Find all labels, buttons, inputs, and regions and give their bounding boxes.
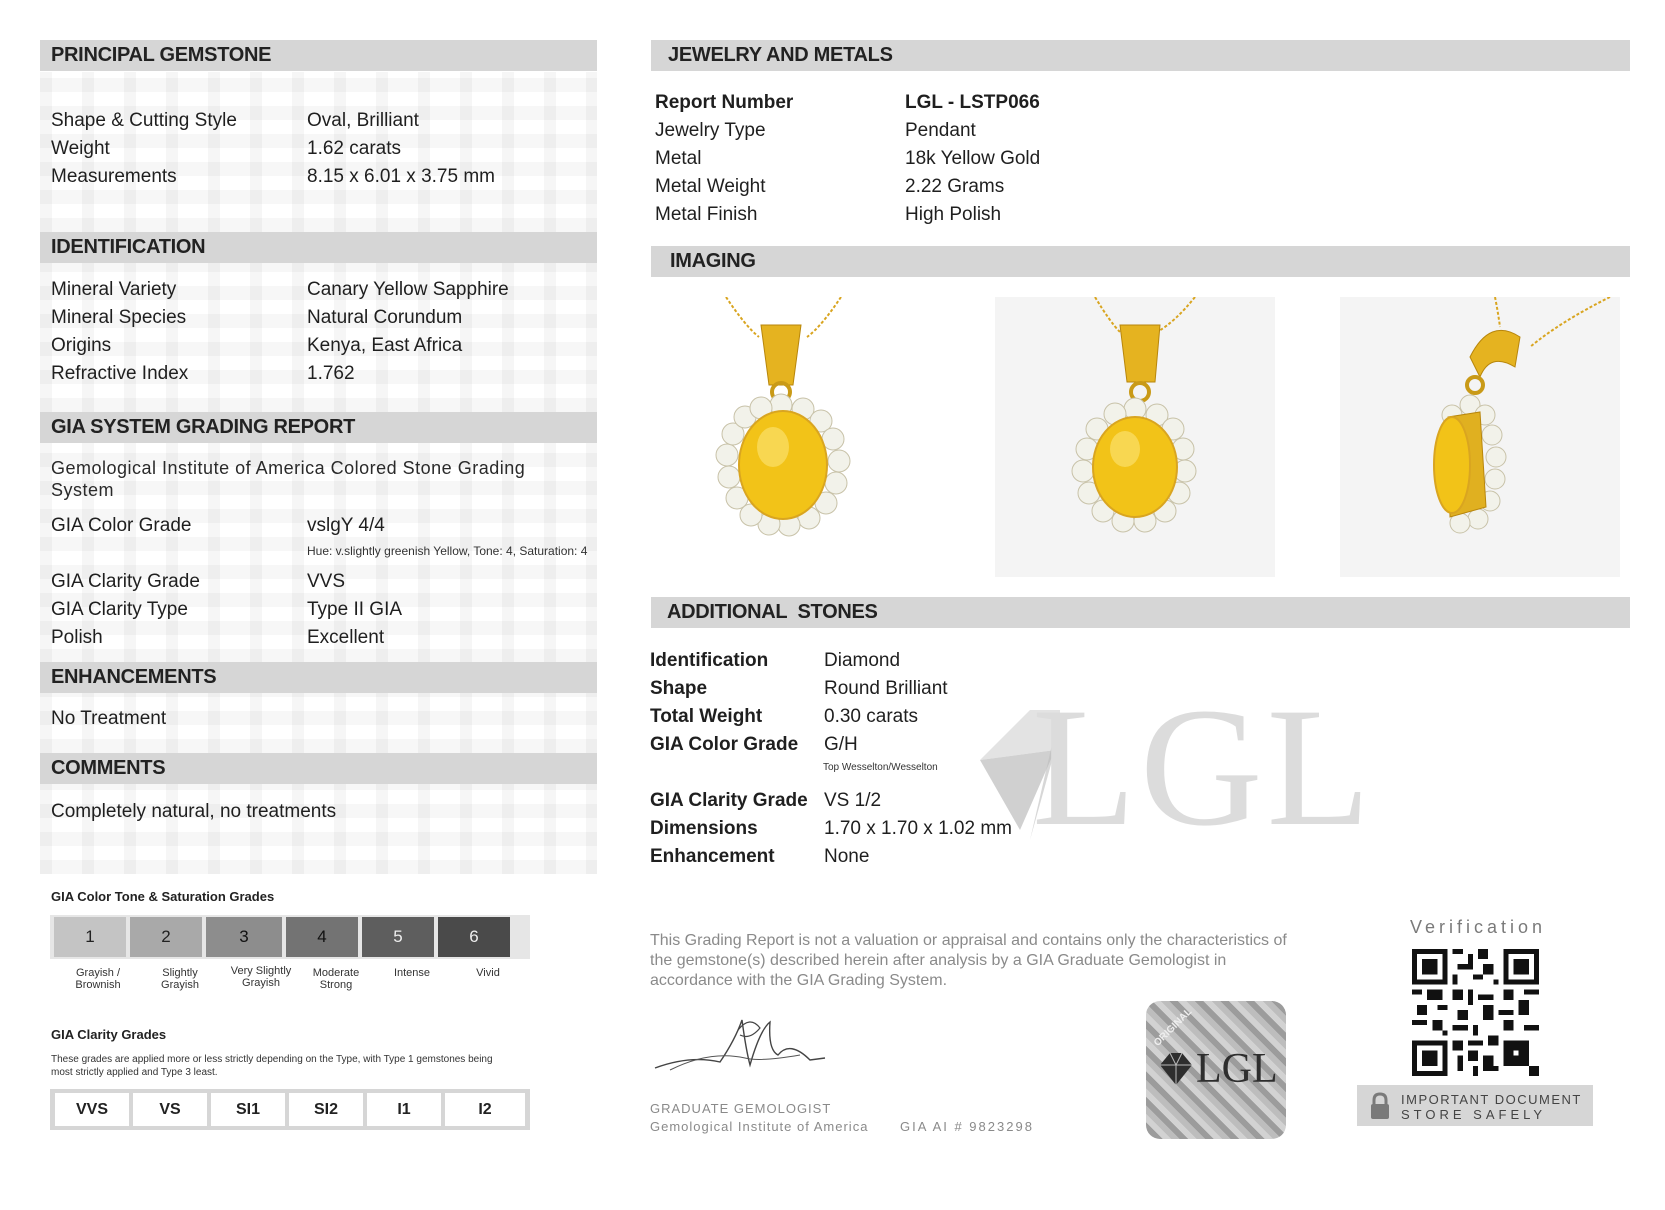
principal-gemstone-header: PRINCIPAL GEMSTONE — [40, 40, 597, 71]
diamond-icon — [1156, 1049, 1196, 1089]
row-value: Natural Corundum — [307, 307, 463, 328]
row-label: GIA Clarity Grade — [51, 571, 200, 592]
row-value: VVS — [307, 571, 346, 592]
signature-institute: Gemological Institute of America — [650, 1119, 869, 1134]
lgl-watermark-text: LGL — [1032, 673, 1375, 861]
qr-code-icon — [1412, 949, 1539, 1076]
comments-header: COMMENTS — [40, 753, 597, 784]
hologram-seal-text: ORIGINAL — [1152, 1006, 1195, 1049]
tone-cell-3: 3 — [206, 917, 282, 957]
pendant-side-drawing — [1340, 297, 1620, 577]
additional-color-note: Top Wesselton/Wesselton — [823, 762, 938, 773]
tone-cell-6: 6 — [438, 917, 510, 957]
row-label: Jewelry Type — [655, 120, 766, 141]
watermark-bg-comments — [40, 784, 597, 874]
important-document-badge — [1357, 1085, 1593, 1126]
lgl-watermark — [960, 673, 1375, 861]
clarity-scale-desc: These grades are applied more or less strictly depending on the Type, with Type 1 gemstones being most strictly applied and Type 3 least. — [51, 1054, 493, 1078]
clarity-scale-title: GIA Clarity Grades — [51, 1027, 167, 1042]
tone-cell-1: 1 — [54, 917, 126, 957]
row-value: 8.15 x 6.01 x 3.75 mm — [307, 166, 495, 187]
tone-cell-4: 4 — [286, 917, 358, 957]
row-value: 1.62 carats — [307, 138, 401, 159]
row-value: Pendant — [905, 120, 976, 141]
additional-stones-header: ADDITIONAL STONES — [651, 597, 1630, 628]
row-value: Round Brilliant — [824, 678, 948, 699]
tone-scale-bar — [50, 915, 530, 959]
row-label: Dimensions — [650, 818, 758, 839]
enhancements-header: ENHANCEMENTS — [40, 662, 597, 693]
signature-role: GRADUATE GEMOLOGIST — [650, 1101, 832, 1116]
row-label: Shape — [650, 678, 708, 699]
clarity-cell-i2: I2 — [445, 1093, 525, 1126]
clarity-scale-bar — [50, 1089, 530, 1130]
row-value: 1.70 x 1.70 x 1.02 mm — [824, 818, 1012, 839]
row-label: GIA Color Grade — [650, 734, 799, 755]
gia-system-header: GIA SYSTEM GRADING REPORT — [40, 412, 597, 443]
tone-label-1: Grayish / Brownish — [75, 967, 121, 991]
row-value: vslgY 4/4 — [307, 515, 385, 536]
signature-scribble — [650, 1010, 830, 1080]
row-label: Mineral Species — [51, 307, 187, 328]
hologram-seal — [1146, 1001, 1286, 1139]
pendant-front-drawing — [651, 297, 931, 577]
clarity-cell-vs: VS — [133, 1093, 207, 1126]
row-label: Measurements — [51, 166, 177, 187]
imaging-header: IMAGING — [651, 246, 1630, 277]
gia-id: GIA AI # 9823298 — [900, 1119, 1034, 1134]
row-value: 18k Yellow Gold — [905, 148, 1041, 169]
tone-cell-2: 2 — [130, 917, 202, 957]
row-value: Excellent — [307, 627, 385, 648]
tone-label-3: Very Slightly Grayish — [230, 965, 292, 989]
tone-label-6: Vivid — [476, 967, 500, 979]
clarity-cell-i1: I1 — [367, 1093, 441, 1126]
signature-image — [650, 1010, 830, 1080]
gia-color-grade-note: Hue: v.slightly greenish Yellow, Tone: 4, Saturation: 4 — [307, 544, 588, 558]
row-value: Kenya, East Africa — [307, 335, 463, 356]
clarity-cell-si2: SI2 — [289, 1093, 363, 1126]
row-value: 1.762 — [307, 363, 355, 384]
enhancements-text: No Treatment — [51, 708, 167, 729]
row-value: Oval, Brilliant — [307, 110, 419, 131]
report-number-value: LGL - LSTP066 — [905, 92, 1040, 113]
tone-label-4: Moderate Strong — [312, 967, 360, 991]
tone-cell-5: 5 — [362, 917, 434, 957]
tone-scale-title: GIA Color Tone & Saturation Grades — [51, 889, 275, 904]
row-label: GIA Color Grade — [51, 515, 192, 536]
identification-header: IDENTIFICATION — [40, 232, 597, 263]
row-value: None — [824, 846, 870, 867]
disclaimer-text: This Grading Report is not a valuation or appraisal and contains only the characteristics of the gemstone(s) described herein after analysis by a GIA Graduate Gemologist in accordance with the GIA Grading System. — [650, 932, 1287, 989]
row-label: GIA Clarity Type — [51, 599, 188, 620]
important-line-2: STORE SAFELY — [1401, 1107, 1547, 1122]
verification-title: Verification — [1410, 917, 1547, 937]
row-value: G/H — [824, 734, 858, 755]
report-number-label: Report Number — [655, 92, 794, 113]
row-label: Metal Finish — [655, 204, 758, 225]
row-label: Enhancement — [650, 846, 775, 867]
verification-qr-code — [1412, 949, 1539, 1076]
pendant-angled-drawing — [995, 297, 1275, 577]
row-label: Shape & Cutting Style — [51, 110, 237, 131]
row-label: Identification — [650, 650, 769, 671]
clarity-cell-vvs: VVS — [55, 1093, 129, 1126]
row-label: Mineral Variety — [51, 279, 177, 300]
clarity-cell-si1: SI1 — [211, 1093, 285, 1126]
row-label: Metal Weight — [655, 176, 766, 197]
row-value: Type II GIA — [307, 599, 403, 620]
pendant-image-angled — [995, 297, 1275, 577]
hologram-lgl-text: LGL — [1196, 1046, 1278, 1092]
tone-label-2: Slightly Grayish — [161, 967, 199, 991]
important-line-1: IMPORTANT DOCUMENT — [1401, 1092, 1582, 1107]
gia-system-intro: Gemological Institute of America Colored Stone Grading System — [51, 458, 526, 500]
lock-icon — [1369, 1092, 1391, 1120]
row-label: Total Weight — [650, 706, 763, 727]
row-value: VS 1/2 — [824, 790, 882, 811]
pendant-image-side — [1340, 297, 1620, 577]
row-value: 0.30 carats — [824, 706, 918, 727]
row-label: Refractive Index — [51, 363, 189, 384]
row-label: Metal — [655, 148, 702, 169]
jewelry-metals-header: JEWELRY AND METALS — [651, 40, 1630, 71]
pendant-image-front — [651, 297, 931, 577]
row-label: Weight — [51, 138, 110, 159]
row-label: GIA Clarity Grade — [650, 790, 808, 811]
row-value: Canary Yellow Sapphire — [307, 279, 509, 300]
row-label: Origins — [51, 335, 112, 356]
row-value: High Polish — [905, 204, 1002, 225]
tone-label-5: Intense — [393, 967, 431, 979]
row-value: 2.22 Grams — [905, 176, 1005, 197]
comments-text: Completely natural, no treatments — [51, 801, 337, 822]
row-label: Polish — [51, 627, 103, 648]
row-value: Diamond — [824, 650, 901, 671]
